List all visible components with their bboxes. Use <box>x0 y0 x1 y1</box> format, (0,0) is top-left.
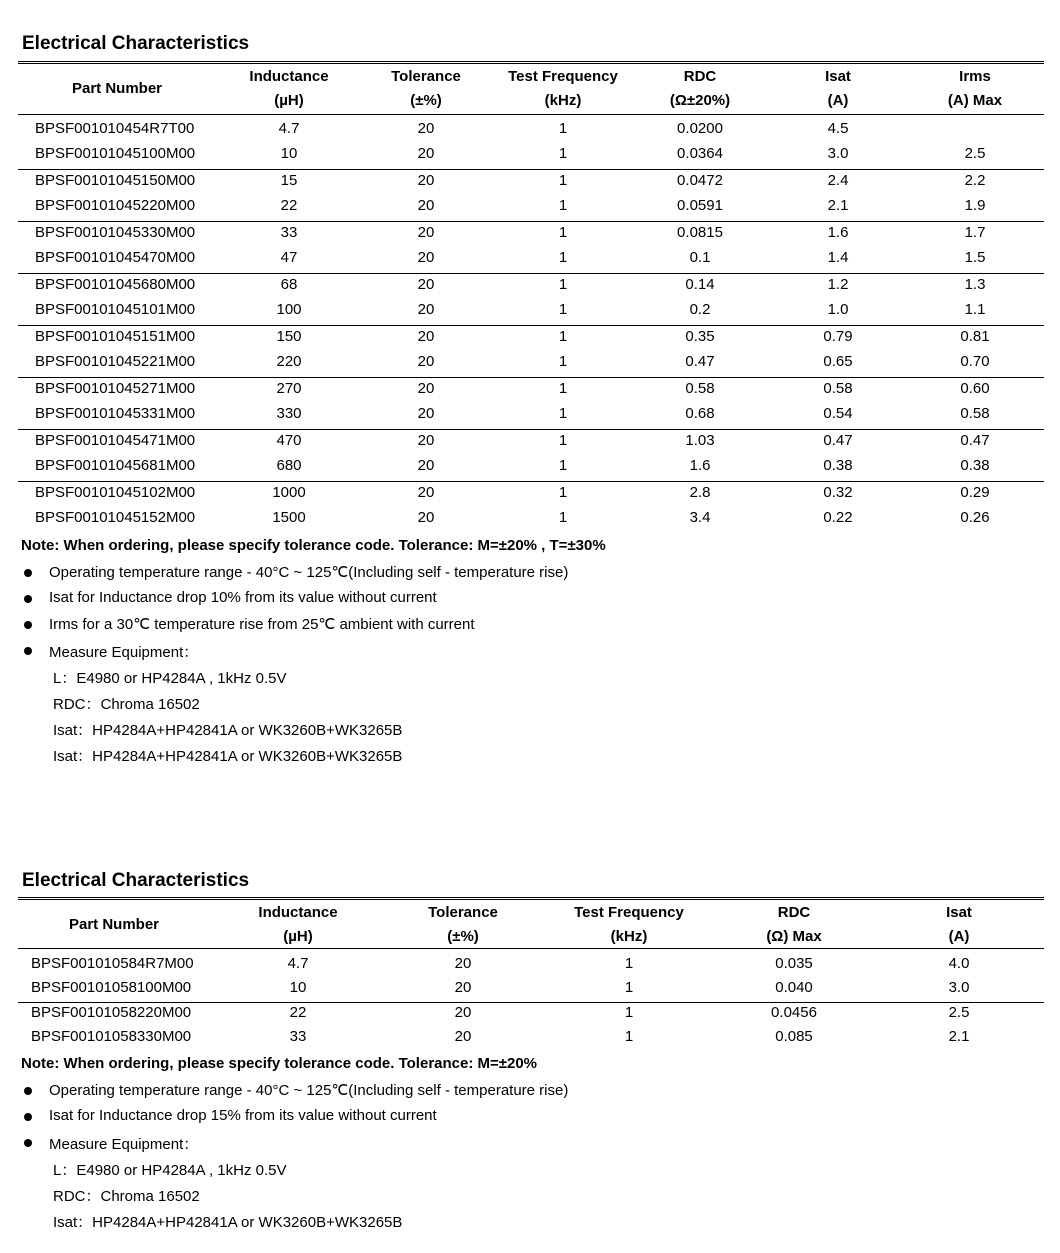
cell-tolerance: 20 <box>417 432 435 449</box>
cell-inductance: 4.7 <box>278 120 300 137</box>
cell-isat: 3.0 <box>827 145 849 162</box>
cell-inductance: 470 <box>276 432 302 449</box>
cell-isat: 1.6 <box>827 224 849 241</box>
cell-isat: 0.32 <box>823 484 853 501</box>
cell-isat: 0.47 <box>823 432 853 449</box>
cell-irms: 1.9 <box>964 197 986 214</box>
cell-rdc: 0.0456 <box>771 1003 817 1021</box>
cell-irms: 0.58 <box>960 405 990 422</box>
header-rdc: RDC <box>683 68 717 85</box>
cell-irms: 0.70 <box>960 353 990 370</box>
cell-part-number: BPSF00101045470M00 <box>35 249 196 266</box>
cell-isat: 1.2 <box>827 276 849 293</box>
cell-part-number: BPSF00101045681M00 <box>35 457 196 474</box>
cell-tolerance: 20 <box>417 120 435 137</box>
cell-test-frequency: 1 <box>624 1003 634 1021</box>
cell-rdc: 0.0815 <box>677 224 723 241</box>
cell-isat: 2.1 <box>948 1027 970 1045</box>
cell-irms: 2.5 <box>964 145 986 162</box>
cell-isat: 4.0 <box>948 955 970 972</box>
cell-part-number: BPSF00101045152M00 <box>35 509 196 526</box>
cell-test-frequency: 1 <box>558 353 568 370</box>
cell-rdc: 0.085 <box>775 1027 813 1045</box>
ordering-note: Note: When ordering, please specify tolerance code. Tolerance: M=±20% <box>21 1055 538 1072</box>
cell-isat: 2.5 <box>948 1003 970 1021</box>
header-isat-unit: (A) <box>827 92 849 109</box>
cell-irms: 0.29 <box>960 484 990 501</box>
cell-rdc: 0.47 <box>685 353 715 370</box>
cell-part-number: BPSF00101058100M00 <box>31 979 192 996</box>
cell-part-number: BPSF00101045271M00 <box>35 380 196 397</box>
cell-isat: 0.54 <box>823 405 853 422</box>
header-test-frequency-unit: (kHz) <box>610 928 648 945</box>
equipment-item: RDC：Chroma 16502 <box>53 696 200 713</box>
equipment-item: L：E4980 or HP4284A , 1kHz 0.5V <box>53 1162 287 1179</box>
header-rdc: RDC <box>777 904 811 921</box>
cell-tolerance: 20 <box>417 405 435 422</box>
cell-rdc: 3.4 <box>689 509 711 526</box>
cell-test-frequency: 1 <box>558 249 568 266</box>
cell-part-number: BPSF00101045100M00 <box>35 145 196 162</box>
cell-test-frequency: 1 <box>558 405 568 422</box>
cell-part-number: BPSF00101045150M00 <box>35 172 196 189</box>
cell-tolerance: 20 <box>417 353 435 370</box>
cell-part-number: BPSF00101045151M00 <box>35 328 196 345</box>
cell-inductance: 10 <box>280 145 298 162</box>
header-inductance: Inductance <box>258 904 338 921</box>
cell-irms: 0.81 <box>960 328 990 345</box>
cell-part-number: BPSF00101045680M00 <box>35 276 196 293</box>
cell-tolerance: 20 <box>417 457 435 474</box>
cell-part-number: BPSF001010584R7M00 <box>31 955 194 972</box>
cell-inductance: 68 <box>280 276 298 293</box>
cell-test-frequency: 1 <box>624 955 634 972</box>
cell-tolerance: 20 <box>454 1003 472 1021</box>
header-test-frequency-unit: (kHz) <box>544 92 582 109</box>
cell-test-frequency: 1 <box>624 979 634 996</box>
cell-tolerance: 20 <box>417 509 435 526</box>
cell-tolerance: 20 <box>417 145 435 162</box>
cell-isat: 1.0 <box>827 301 849 318</box>
cell-isat: 0.58 <box>823 380 853 397</box>
cell-tolerance: 20 <box>417 301 435 318</box>
section-1: Electrical Characteristics Part Number Inductance (µH) Tolerance (±%) Test Frequency (kHz) RDC (Ω±20%) Isat (A) Irms (A) Max BPSF001010454R7T00 4.7 20 1 0.0200 4.5 BPSF00101045100M00 10 20 1 0.0364 3.0 2.5 BPSF00101045150M00 15 20 1 0.0472 2.4 2.2 BPSF00101045220M00 22 20 1 0.0591 2.1 1.9 BPSF00101045330M00 33 20 1 0.0815 1.6 1.7 BPSF00101045470M00 47 20 1 0.1 1.4 1.5 BPSF00101045680M00 68 20 1 0.14 1.2 1.3 BPSF00101045101M00 100 20 1 0.2 1.0 1.1 BPSF00101045151M00 150 20 1 0.35 0.79 0.81 BPSF00101045221M00 220 20 1 0.47 0.65 0.70 BPSF00101045271M00 270 20 1 0.58 0.58 0.60 BPSF00101045331M00 330 20 1 0.68 0.54 0.58 BPSF00101045471M00 470 20 1 1.03 0.47 0.47 BPSF00101045681M00 680 20 1 1.6 0.38 0.38 BPSF00101045102M00 1000 20 1 2.8 0.32 0.29 BPSF00101045152M00 1500 20 1 3.4 0.22 0.26 Note: When ordering, please specify tolerance code. Tolerance: M=±20% , T=±30% Operating temperature range - 40°C ~ 125℃(Including self - temperature rise) Isat for Inductance drop 10% from its value without current Irms for a 30℃ temperature rise from 25℃ ambient with current Measure Equipment： L：E4980 or HP4284A , 1kHz 0.5V RDC：Chroma 16502 Isat：HP4284A+HP42841A or WK3260B+WK3265B Isat：HP4284A+HP42841A or WK3260B+WK3265B <box>18 0 1044 780</box>
cell-part-number: BPSF00101058220M00 <box>31 1003 192 1021</box>
equipment-item: Isat：HP4284A+HP42841A or WK3260B+WK3265B <box>53 1214 403 1231</box>
cell-inductance: 22 <box>289 1003 307 1021</box>
cell-part-number: BPSF001010454R7T00 <box>35 120 195 137</box>
header-inductance-unit: (µH) <box>274 92 304 109</box>
cell-test-frequency: 1 <box>558 145 568 162</box>
equipment-item: Isat：HP4284A+HP42841A or WK3260B+WK3265B <box>53 722 403 739</box>
cell-tolerance: 20 <box>417 224 435 241</box>
bullet-dot-icon <box>24 1139 32 1147</box>
cell-isat: 0.22 <box>823 509 853 526</box>
cell-part-number: BPSF00101045102M00 <box>35 484 196 501</box>
cell-rdc: 1.03 <box>685 432 715 449</box>
header-test-frequency: Test Frequency <box>508 68 618 85</box>
header-irms-unit: (A) Max <box>947 92 1003 109</box>
cell-test-frequency: 1 <box>624 1027 634 1045</box>
cell-inductance: 270 <box>276 380 302 397</box>
header-rdc-unit: (Ω±20%) <box>669 92 731 109</box>
cell-rdc: 0.035 <box>775 955 813 972</box>
cell-test-frequency: 1 <box>558 276 568 293</box>
equipment-item: Isat：HP4284A+HP42841A or WK3260B+WK3265B <box>53 748 403 765</box>
cell-inductance: 22 <box>280 197 298 214</box>
cell-test-frequency: 1 <box>558 120 568 137</box>
cell-inductance: 33 <box>280 224 298 241</box>
cell-part-number: BPSF00101045471M00 <box>35 432 196 449</box>
section-title: Electrical Characteristics <box>22 33 250 54</box>
cell-inductance: 1500 <box>272 509 306 526</box>
cell-rdc: 0.35 <box>685 328 715 345</box>
cell-test-frequency: 1 <box>558 380 568 397</box>
header-inductance-unit: (µH) <box>283 928 313 945</box>
header-isat: Isat <box>946 904 972 921</box>
cell-test-frequency: 1 <box>558 197 568 214</box>
equipment-item: RDC：Chroma 16502 <box>53 1188 200 1205</box>
cell-test-frequency: 1 <box>558 172 568 189</box>
cell-part-number: BPSF00101045331M00 <box>35 405 196 422</box>
cell-tolerance: 20 <box>417 172 435 189</box>
cell-irms: 1.3 <box>964 276 986 293</box>
header-tolerance: Tolerance <box>391 68 461 85</box>
cell-inductance: 330 <box>276 405 302 422</box>
cell-rdc: 0.0591 <box>677 197 723 214</box>
cell-isat: 4.5 <box>827 120 849 137</box>
header-test-frequency: Test Frequency <box>574 904 684 921</box>
cell-part-number: BPSF00101045101M00 <box>35 301 196 318</box>
section-2: Electrical Characteristics Part Number Inductance (µH) Tolerance (±%) Test Frequency (kHz) RDC (Ω) Max Isat (A) BPSF001010584R7M00 4.7 20 1 0.035 4.0 BPSF00101058100M00 10 20 1 0.040 3.0 BPSF00101058220M00 22 20 1 0.0456 2.5 BPSF00101058330M00 33 20 1 0.085 2.1 Note: When ordering, please specify tolerance code. Tolerance: M=±20% Operating temperature range - 40°C ~ 125℃(Including self - temperature rise) Isat for Inductance drop 15% from its value without current Measure Equipment： L：E4980 or HP4284A , 1kHz 0.5V RDC：Chroma 16502 Isat：HP4284A+HP42841A or WK3260B+WK3265B <box>18 0 1044 1253</box>
cell-rdc: 0.14 <box>685 276 715 293</box>
cell-tolerance: 20 <box>417 249 435 266</box>
cell-inductance: 15 <box>280 172 298 189</box>
header-tolerance-unit: (±%) <box>410 92 442 109</box>
cell-part-number: BPSF00101045221M00 <box>35 353 196 370</box>
cell-part-number: BPSF00101045330M00 <box>35 224 196 241</box>
cell-inductance: 100 <box>276 301 302 318</box>
cell-tolerance: 20 <box>417 484 435 501</box>
cell-rdc: 1.6 <box>689 457 711 474</box>
cell-isat: 1.4 <box>827 249 849 266</box>
cell-tolerance: 20 <box>417 328 435 345</box>
header-irms: Irms <box>959 68 991 85</box>
cell-inductance: 10 <box>289 979 307 996</box>
cell-rdc: 0.68 <box>685 405 715 422</box>
header-tolerance-unit: (±%) <box>447 928 479 945</box>
cell-tolerance: 20 <box>417 197 435 214</box>
cell-isat: 0.65 <box>823 353 853 370</box>
table-top-rule <box>18 897 1044 900</box>
cell-inductance: 1000 <box>272 484 306 501</box>
cell-isat: 0.79 <box>823 328 853 345</box>
cell-inductance: 150 <box>276 328 302 345</box>
header-rdc-unit: (Ω) Max <box>766 928 822 945</box>
cell-rdc: 2.8 <box>689 484 711 501</box>
cell-isat: 0.38 <box>823 457 853 474</box>
row-divider <box>18 1002 1044 1003</box>
cell-test-frequency: 1 <box>558 224 568 241</box>
cell-tolerance: 20 <box>454 955 472 972</box>
cell-isat: 2.4 <box>827 172 849 189</box>
cell-irms: 0.38 <box>960 457 990 474</box>
equipment-item: L：E4980 or HP4284A , 1kHz 0.5V <box>53 670 287 687</box>
header-tolerance: Tolerance <box>428 904 498 921</box>
cell-inductance: 4.7 <box>287 955 309 972</box>
cell-irms: 1.5 <box>964 249 986 266</box>
header-inductance: Inductance <box>249 68 329 85</box>
cell-tolerance: 20 <box>417 380 435 397</box>
cell-rdc: 0.0364 <box>677 145 723 162</box>
cell-part-number: BPSF00101045220M00 <box>35 197 196 214</box>
cell-irms: 0.26 <box>960 509 990 526</box>
ordering-note: Note: When ordering, please specify tolerance code. Tolerance: M=±20% , T=±30% <box>21 537 606 554</box>
cell-inductance: 220 <box>276 353 302 370</box>
cell-tolerance: 20 <box>417 276 435 293</box>
cell-rdc: 0.58 <box>685 380 715 397</box>
cell-irms: 1.1 <box>964 301 986 318</box>
cell-part-number: BPSF00101058330M00 <box>31 1027 192 1045</box>
cell-test-frequency: 1 <box>558 509 568 526</box>
cell-rdc: 0.0200 <box>677 120 723 137</box>
cell-inductance: 33 <box>289 1027 307 1045</box>
cell-tolerance: 20 <box>454 1027 472 1045</box>
header-bottom-rule <box>18 948 1044 949</box>
cell-isat: 3.0 <box>948 979 970 996</box>
bullet-dot-icon <box>24 1087 32 1095</box>
header-isat-unit: (A) <box>948 928 970 945</box>
cell-test-frequency: 1 <box>558 484 568 501</box>
cell-irms: 0.47 <box>960 432 990 449</box>
cell-irms: 1.7 <box>964 224 986 241</box>
bullet-dot-icon <box>24 1113 32 1121</box>
section-title: Electrical Characteristics <box>22 870 250 891</box>
cell-isat: 2.1 <box>827 197 849 214</box>
cell-inductance: 680 <box>276 457 302 474</box>
cell-rdc: 0.2 <box>689 301 711 318</box>
cell-rdc: 0.0472 <box>677 172 723 189</box>
cell-inductance: 47 <box>280 249 298 266</box>
header-isat: Isat <box>825 68 851 85</box>
cell-test-frequency: 1 <box>558 457 568 474</box>
cell-irms: 0.60 <box>960 380 990 397</box>
cell-test-frequency: 1 <box>558 301 568 318</box>
cell-rdc: 0.1 <box>689 249 711 266</box>
header-part-number: Part Number <box>72 80 163 97</box>
cell-tolerance: 20 <box>454 979 472 996</box>
cell-test-frequency: 1 <box>558 432 568 449</box>
cell-test-frequency: 1 <box>558 328 568 345</box>
header-part-number: Part Number <box>69 916 160 933</box>
cell-rdc: 0.040 <box>775 979 813 996</box>
cell-irms: 2.2 <box>964 172 986 189</box>
